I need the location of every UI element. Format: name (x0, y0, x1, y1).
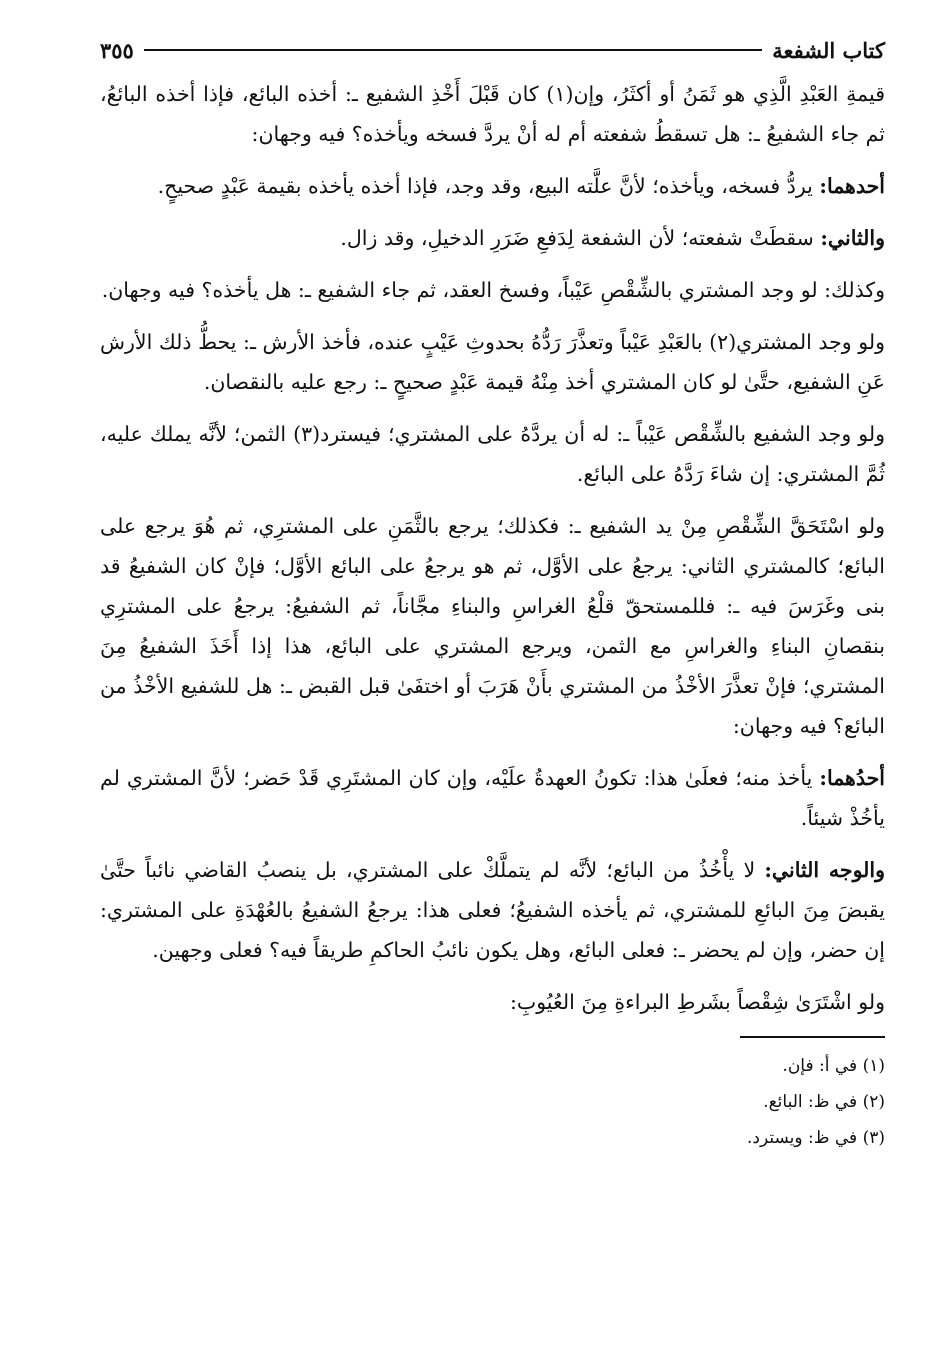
paragraph-2 (100, 166, 885, 206)
paragraph-text: ولو اشْتَرَىٰ شِقْصاً بشَرطِ البراءةِ مِنَ العُيُوبِ: (510, 990, 885, 1014)
paragraph-text: يأخذ منه؛ فعلَىٰ هذا: تكونُ العهدةُ علَيْه، وإن كان المشتَرِي قَدْ حَضر؛ لأنَّ المشتري لم يأخُذْ شيئاً. (100, 766, 885, 830)
paragraph-text: يردُّ فسخه، ويأخذه؛ لأنَّ علَّته البيع، وقد وجد، فإذا أخذه يأخذه بقيمة عَبْدٍ صحيحٍ. (157, 174, 820, 198)
paragraph-text: سقطَتْ شفعته؛ لأن الشفعة لِدَفعِ ضَرَرِ الدخيلِ، وقد زال. (340, 226, 821, 250)
paragraph-1 (100, 74, 885, 154)
paragraph-3 (100, 218, 885, 258)
paragraph-text: وكذلك: لو وجد المشتري بالشِّقْصِ عَيْباً، وفسخ العقد، ثم جاء الشفيع ـ: هل يأخذه؟ فيه وجهان. (101, 278, 885, 302)
paragraph-10 (100, 982, 885, 1022)
paragraph-6 (100, 414, 885, 494)
paragraph-5 (100, 322, 885, 402)
footnote-1: (١) في أ: فإن. (782, 1056, 885, 1076)
paragraph-7 (100, 506, 885, 746)
paragraph-lead: والثاني: (820, 226, 885, 250)
paragraph-text: ولو وجد المشتري(٢) بالعَبْدِ عَيْباً وتعذَّرَ رَدُّهُ بحدوثِ عَيْبٍ عنده، فأخذ الأرش ـ: يحطُّ ذلك الأرش عَنِ الشفيع، حتَّىٰ لو كان المشتري أخذ مِنْهُ قيمة عَبْدٍ صحيحٍ ـ: رجع عليه بالنقصان. (100, 330, 886, 394)
book-title: كتاب الشفعة (772, 37, 885, 63)
paragraph-4 (100, 270, 885, 310)
footnote-separator (740, 1036, 885, 1038)
page-number: ٣٥٥ (100, 37, 134, 63)
paragraph-lead: أحدهما: (819, 174, 885, 198)
paragraph-text: ولو اسْتَحَقَّ الشِّقْصِ مِنْ يد الشفيع ـ: فكذلك؛ يرجع بالثَّمَنِ على المشترِي، ثم هُوَ يرجع على البائع؛ كالمشتري الثاني: يرجعُ على الأوَّل، ثم هو يرجعُ على البائع الأوَّل؛ فإنْ كان الشفيعُ قد بنى وغَرَسَ فيه ـ: فللمستحقّ قلْعُ الغراسِ والبناءِ مجَّاناً، ثم الشفيعُ: يرجعُ على المشترِي بنقصانِ البناءِ والغراسِ مع الثمن، ويرجع المشتري على البائع، هذا إذا أَخَذَ الشفيعُ مِنَ المشتري؛ فإنْ تعذَّرَ الأخْذُ من المشتري بأَنْ هَرَبَ أو اختفَىٰ قبل القبض ـ: هل للشفيع الأخْذُ من البائع؟ فيه وجهان: (100, 514, 885, 738)
paragraph-text: قيمةِ العَبْدِ الَّذِي هو ثَمَنُ أو أكثَرُ، وإن(١) كان قَبْلَ أَخْذِ الشفيع ـ: أخذه البائع، فإذا أخذه البائعُ، ثم جاء الشفيعُ ـ: هل تسقطُ شفعته أم له أنْ يردَّ فسخه ويأخذه؟ فيه وجهان: (100, 82, 885, 146)
footnotes (100, 1048, 885, 1156)
header-rule (144, 49, 762, 51)
running-header (100, 30, 885, 70)
paragraph-lead: والوجه الثاني: (764, 858, 885, 882)
paragraph-lead: أحدُهما: (819, 766, 885, 790)
paragraph-text: لا يأْخُذُ من البائع؛ لأنَّه لم يتملَّكْ على المشتري، بل ينصبُ القاضي نائباً حتَّىٰ يقبضَ مِنَ البائعِ للمشتري، ثم يأخذه الشفيعُ؛ فعلى هذا: يرجعُ الشفيعُ بالعُهْدَةِ على المشتري: إن حضر، وإن لم يحضر ـ: فعلى البائع، وهل يكون نائبُ الحاكمِ طريقاً فيه؟ فعلى وجهين. (100, 858, 885, 962)
footnote-2: (٢) في ظ: البائع. (763, 1092, 885, 1112)
paragraph-9 (100, 850, 885, 970)
footnote-3: (٣) في ظ: ويسترد. (747, 1128, 885, 1148)
body-text (100, 74, 885, 1022)
paragraph-text: ولو وجد الشفيع بالشِّقْص عَيْباً ـ: له أن يردَّهُ على المشتري؛ فيسترد(٣) الثمن؛ لأنَّه يملك عليه، ثُمَّ المشتري: إن شاءَ رَدَّهُ على البائع. (100, 422, 886, 486)
paragraph-8 (100, 758, 885, 838)
